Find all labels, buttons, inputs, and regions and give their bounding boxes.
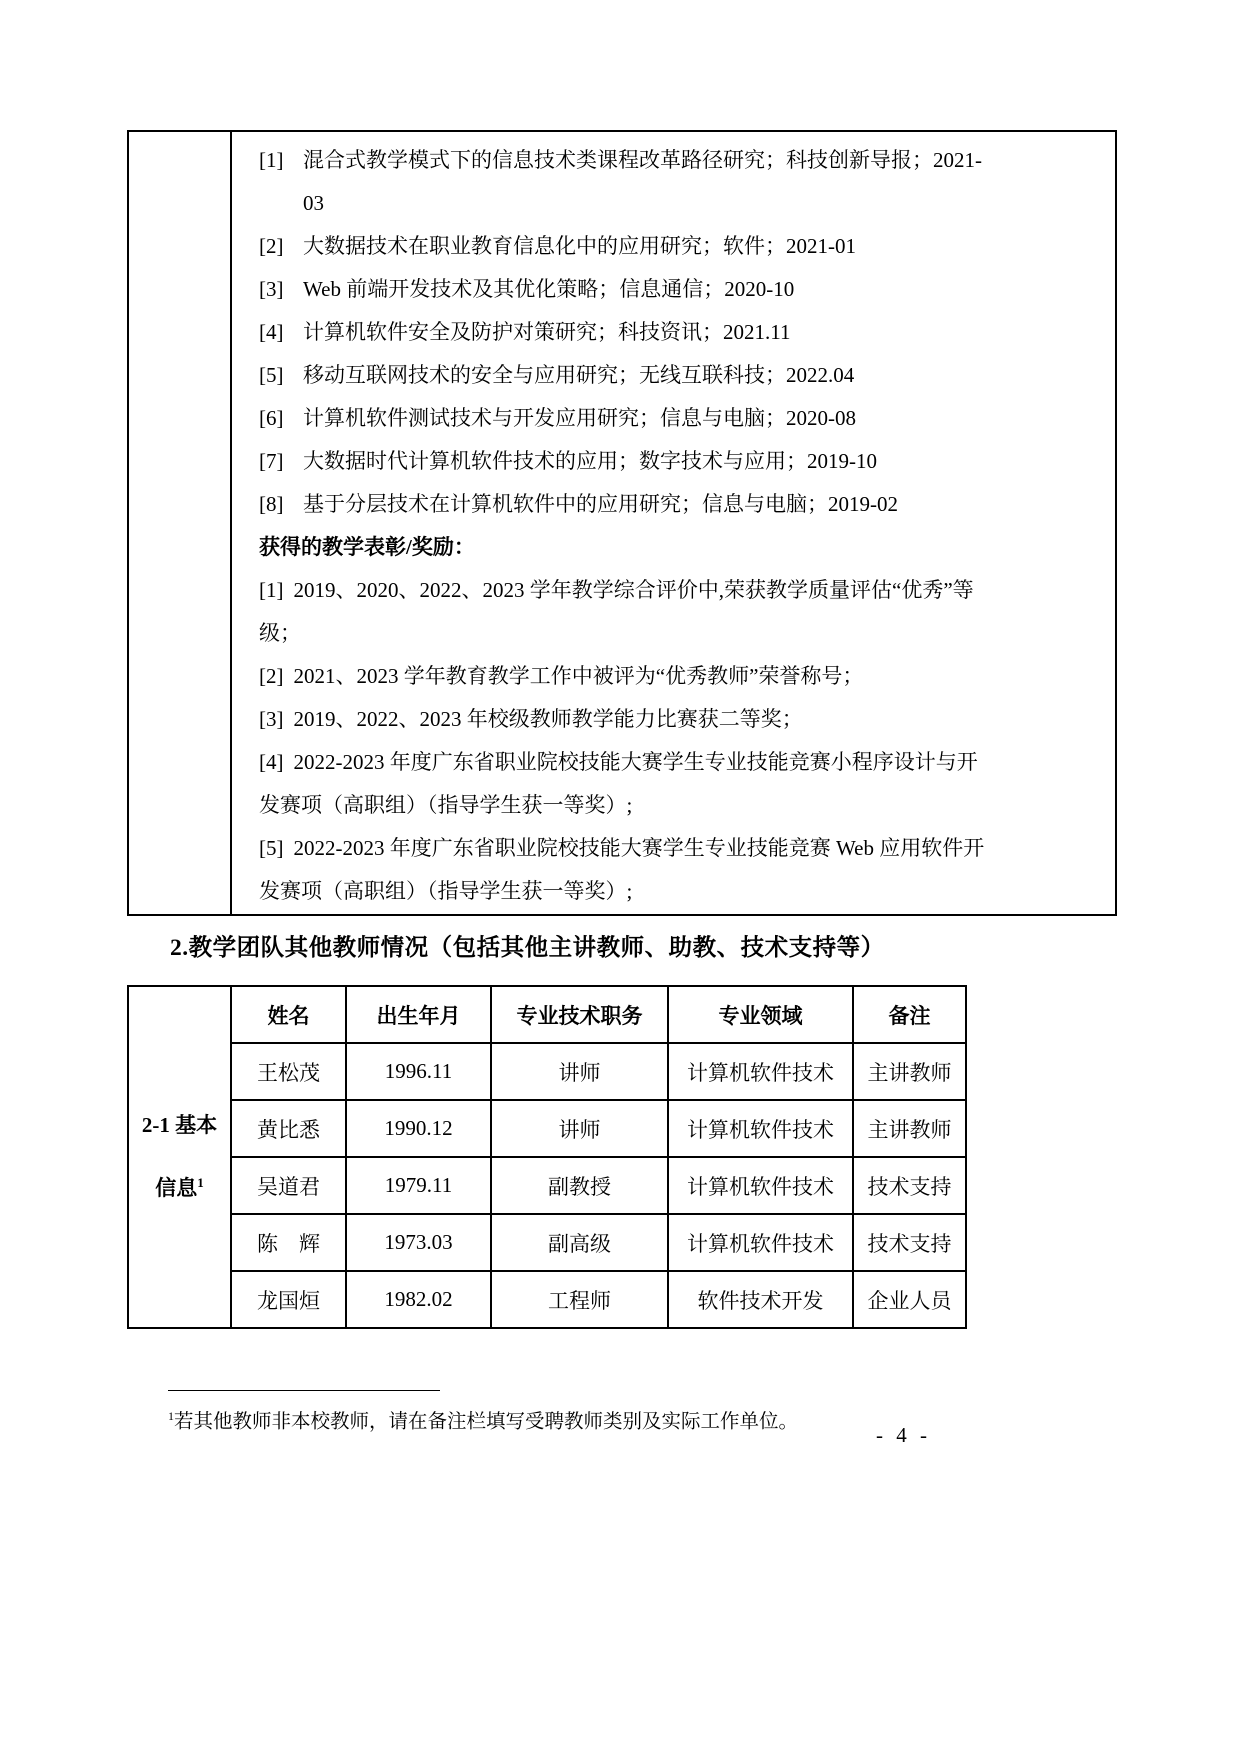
- cell-field: 计算机软件技术: [668, 1157, 853, 1214]
- cell-title: 副教授: [491, 1157, 668, 1214]
- cell-name: 陈 辉: [231, 1214, 346, 1271]
- section2-title: 2.教学团队其他教师情况（包括其他主讲教师、助教、技术支持等）: [170, 935, 885, 961]
- cell-field: 计算机软件技术: [668, 1214, 853, 1271]
- publication-text: 基于分层技术在计算机软件中的应用研究；信息与电脑；2019-02: [303, 492, 898, 516]
- cell-name: 王松茂: [231, 1043, 346, 1100]
- award-marker: [1]: [259, 578, 284, 602]
- publication-marker: [8]: [259, 492, 284, 516]
- publication-item: [259, 397, 987, 440]
- header-field: 专业领域: [668, 986, 853, 1043]
- publication-item: [259, 440, 987, 483]
- award-text: 2021、2023 学年教育教学工作中被评为“优秀教师”荣誉称号；: [293, 664, 864, 688]
- header-title: 专业技术职务: [491, 986, 668, 1043]
- publication-marker: [6]: [259, 406, 284, 430]
- publications-awards-table: [127, 130, 1117, 916]
- team-table-row: [128, 1214, 966, 1271]
- publication-text: 大数据技术在职业教育信息化中的应用研究；软件；2021-01: [303, 234, 856, 258]
- award-text: 2022-2023 年度广东省职业院校技能大赛学生专业技能竞赛 Web 应用软件开发赛项（高职组）（指导学生获一等奖）;: [259, 836, 985, 903]
- team-table-row-label: [128, 986, 231, 1328]
- awards-list: [259, 569, 987, 913]
- award-marker: [5]: [259, 836, 284, 860]
- publication-item: [259, 139, 987, 225]
- publication-item: [259, 483, 987, 526]
- team-table-row: [128, 1271, 966, 1328]
- cell-title: 副高级: [491, 1214, 668, 1271]
- cell-field: 软件技术开发: [668, 1271, 853, 1328]
- cell-birthdate: 1996.11: [346, 1043, 491, 1100]
- team-table-header-row: [128, 986, 966, 1043]
- cell-field: 计算机软件技术: [668, 1043, 853, 1100]
- table-content-cell: [232, 132, 1115, 914]
- award-item: [259, 655, 987, 698]
- publication-marker: [4]: [259, 320, 284, 344]
- cell-title: 讲师: [491, 1100, 668, 1157]
- publication-item: [259, 311, 987, 354]
- cell-field: 计算机软件技术: [668, 1100, 853, 1157]
- award-text: 2019、2020、2022、2023 学年教学综合评价中,荣获教学质量评估“优秀”等级；: [259, 578, 974, 645]
- team-table: [127, 985, 967, 1329]
- page-number: - 4 -: [876, 1423, 931, 1447]
- cell-remark: 技术支持: [853, 1157, 966, 1214]
- row-label-line2: 信息: [155, 1176, 198, 1200]
- header-remark: 备注: [853, 986, 966, 1043]
- row-label-line1: 2-1 基本: [141, 1113, 218, 1137]
- cell-birthdate: 1979.11: [346, 1157, 491, 1214]
- team-table-body: [128, 986, 966, 1328]
- header-name: 姓名: [231, 986, 346, 1043]
- table-stub-cell: [129, 132, 232, 914]
- publication-text: Web 前端开发技术及其优化策略；信息通信；2020-10: [303, 277, 795, 301]
- cell-name: 龙国烜: [231, 1271, 346, 1328]
- cell-title: 讲师: [491, 1043, 668, 1100]
- cell-remark: 主讲教师: [853, 1100, 966, 1157]
- award-marker: [4]: [259, 750, 284, 774]
- award-item: [259, 698, 987, 741]
- cell-remark: 企业人员: [853, 1271, 966, 1328]
- cell-name: 吴道君: [231, 1157, 346, 1214]
- cell-birthdate: 1973.03: [346, 1214, 491, 1271]
- team-table-row: [128, 1100, 966, 1157]
- award-item: [259, 741, 987, 827]
- publication-item: [259, 354, 987, 397]
- award-text: 2022-2023 年度广东省职业院校技能大赛学生专业技能竞赛小程序设计与开发赛项（高职组）（指导学生获一等奖）;: [259, 750, 978, 817]
- cell-birthdate: 1990.12: [346, 1100, 491, 1157]
- award-marker: [3]: [259, 707, 284, 731]
- publication-item: [259, 225, 987, 268]
- publication-text: 混合式教学模式下的信息技术类课程改革路径研究；科技创新导报；2021-03: [303, 148, 982, 215]
- team-table-row: [128, 1043, 966, 1100]
- cell-remark: 技术支持: [853, 1214, 966, 1271]
- publications-list: [259, 139, 987, 526]
- footnote: [168, 1402, 1068, 1437]
- publication-marker: [2]: [259, 234, 284, 258]
- footnote-divider: [168, 1390, 440, 1391]
- cell-title: 工程师: [491, 1271, 668, 1328]
- award-text: 2019、2022、2023 年校级教师教学能力比赛获二等奖；: [293, 707, 803, 731]
- award-item: [259, 569, 987, 655]
- award-item: [259, 827, 987, 913]
- publication-item: [259, 268, 987, 311]
- cell-name: 黄比悉: [231, 1100, 346, 1157]
- publication-marker: [5]: [259, 363, 284, 387]
- publication-text: 计算机软件测试技术与开发应用研究；信息与电脑；2020-08: [303, 406, 856, 430]
- header-birthdate: 出生年月: [346, 986, 491, 1043]
- awards-heading: 获得的教学表彰/奖励：: [259, 535, 475, 559]
- cell-remark: 主讲教师: [853, 1043, 966, 1100]
- publication-marker: [7]: [259, 449, 284, 473]
- cell-birthdate: 1982.02: [346, 1271, 491, 1328]
- publication-marker: [3]: [259, 277, 284, 301]
- publication-text: 大数据时代计算机软件技术的应用；数字技术与应用；2019-10: [303, 449, 877, 473]
- publication-marker: [1]: [259, 148, 284, 172]
- award-marker: [2]: [259, 664, 284, 688]
- publication-text: 计算机软件安全及防护对策研究；科技资讯；2021.11: [303, 320, 791, 344]
- team-table-row: [128, 1157, 966, 1214]
- footnote-marker: 1: [168, 1409, 174, 1423]
- publication-text: 移动互联网技术的安全与应用研究；无线互联科技；2022.04: [303, 363, 855, 387]
- row-label-footnote-ref: 1: [197, 1175, 204, 1190]
- footnote-text: 若其他教师非本校教师，请在备注栏填写受聘教师类别及实际工作单位。: [174, 1411, 799, 1433]
